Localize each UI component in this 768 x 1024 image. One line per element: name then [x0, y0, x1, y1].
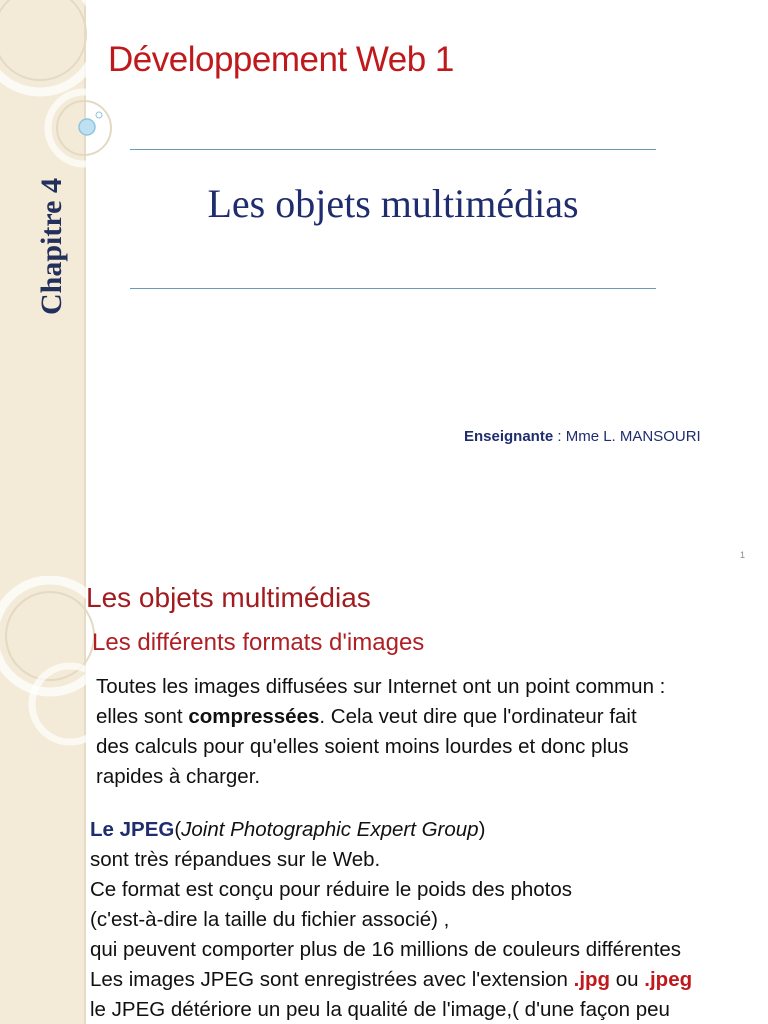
jpeg-full-name: Joint Photographic Expert Group: [181, 818, 479, 841]
teacher-separator: :: [553, 428, 566, 445]
jpeg-line-5: [90, 968, 692, 992]
jpeg-label-prefix: Le: [90, 818, 120, 841]
extension-or: ou: [610, 968, 645, 991]
intro-line-3: des calculs pour qu'elles soient moins lourdes et donc plus: [96, 735, 629, 758]
jpg-extension: .jpg: [573, 968, 611, 991]
jpeg-title: [90, 818, 485, 842]
presentation-subtitle: Les objets multimédias: [207, 181, 579, 226]
teacher-name: Mme L. MANSOURI: [565, 428, 701, 445]
jpeg-label: JPEG: [119, 818, 175, 841]
jpeg-line-6: le JPEG détériore un peu la qualité de l'image,( d'une façon peu: [90, 998, 670, 1021]
slide-subheading: Les différents formats d'images: [92, 629, 425, 656]
chapter-label: Chapitre 4: [35, 178, 68, 315]
presentation-title: Développement Web 1: [108, 40, 454, 79]
jpeg-line-4: qui peuvent comporter plus de 16 millions de couleurs différentes: [90, 938, 682, 961]
jpeg-paren-open: (: [174, 818, 182, 841]
top-divider: [130, 149, 656, 150]
intro-line-2-prefix: elles sont: [96, 705, 189, 728]
intro-line-4: rapides à charger.: [96, 765, 261, 788]
jpeg-paren-close: ): [478, 818, 486, 841]
compressed-keyword: compressées: [188, 705, 320, 728]
jpeg-line-1: sont très répandues sur le Web.: [90, 848, 381, 871]
jpeg-line-2: Ce format est conçu pour réduire le poids des photos: [90, 878, 573, 901]
content-slide: [0, 576, 768, 1024]
bottom-divider: [130, 288, 656, 289]
slide-heading: Les objets multimédias: [86, 582, 371, 613]
intro-line-2: [96, 705, 637, 729]
jpeg-extension: .jpeg: [644, 968, 693, 991]
jpeg-line-5-prefix: Les images JPEG sont enregistrées avec l'extension: [90, 968, 574, 991]
teacher-label: Enseignante: [464, 428, 554, 445]
intro-line-1: Toutes les images diffusées sur Internet ont un point commun :: [96, 675, 666, 698]
intro-line-2-suffix: . Cela veut dire que l'ordinateur fait: [319, 705, 637, 728]
teacher-credit: [464, 428, 701, 445]
page-number: 1: [740, 550, 746, 560]
jpeg-line-3: (c'est-à-dire la taille du fichier associé) ,: [90, 908, 450, 931]
